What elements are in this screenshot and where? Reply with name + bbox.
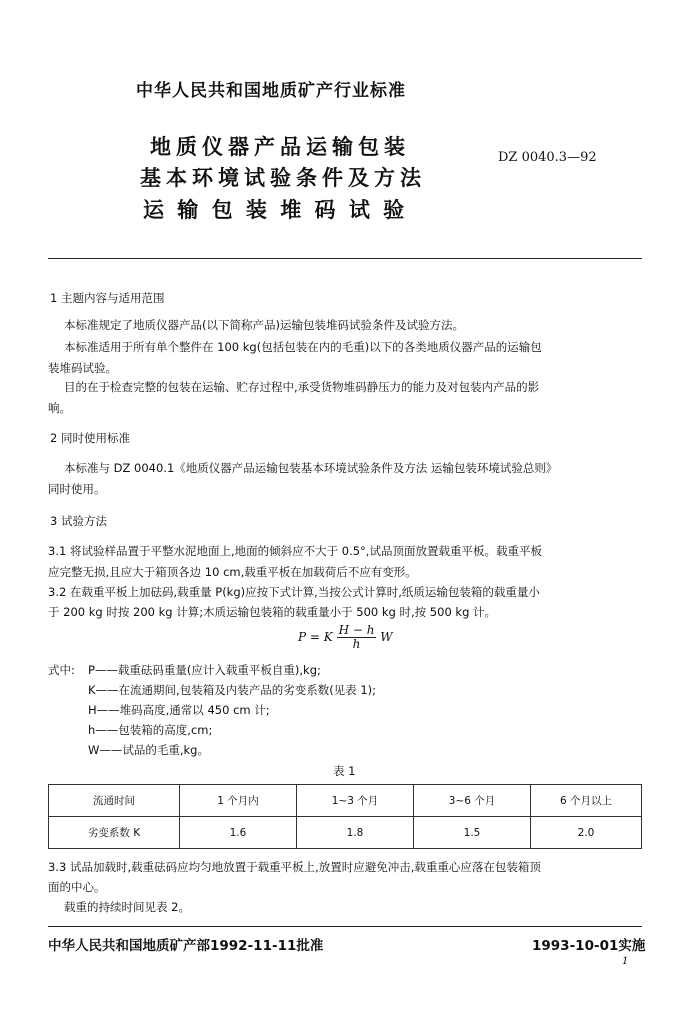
standard-code: DZ 0040.3—92	[498, 150, 597, 165]
formula	[298, 624, 393, 651]
formula-tail: W	[380, 630, 393, 644]
title-line-1: 地质仪器产品运输包装	[150, 135, 410, 159]
s3-1-line-b: 应完整无损,且应大于箱顶各边 10 cm,载重平板在加载荷后不应有变形。	[48, 565, 417, 579]
table-cell: 1~3 个月	[297, 785, 414, 817]
section-3-heading: 3 试验方法	[50, 514, 107, 528]
s1-paragraph-2a: 本标准适用于所有单个整件在 100 kg(包括包装在内的毛重)以下的各类地质仪器产品的运输包	[64, 340, 542, 354]
legend-line-4: h——包装箱的高度,cm;	[88, 723, 213, 737]
page-number: 1	[622, 956, 629, 967]
table-1-caption: 表 1	[333, 764, 356, 778]
formula-lhs: P = K	[298, 630, 333, 644]
s2-paragraph-1a: 本标准与 DZ 0040.1《地质仪器产品运输包装基本环境试验条件及方法 运输包装环境试验总则》	[64, 461, 558, 475]
standard-category: 中华人民共和国地质矿产行业标准	[136, 81, 406, 101]
approval-line: 中华人民共和国地质矿产部1992-11-11批准	[48, 938, 324, 954]
table-cell: 2.0	[531, 817, 642, 849]
table-row	[49, 785, 642, 817]
legend-line-1: P——载重砝码重量(应计入载重平板自重),kg;	[88, 663, 321, 677]
table-cell: 劣变系数 K	[49, 817, 180, 849]
s2-paragraph-1b: 同时使用。	[48, 482, 106, 496]
legend-intro: 式中:	[48, 663, 75, 677]
legend-line-2: K——在流通期间,包装箱及内装产品的劣变系数(见表 1);	[88, 683, 377, 697]
header-rule	[48, 258, 642, 259]
footer-rule	[48, 926, 642, 927]
legend-line-3: H——堆码高度,通常以 450 cm 计;	[88, 703, 270, 717]
s3-2-line-b: 于 200 kg 时按 200 kg 计算;木质运输包装箱的载重量小于 500 kg 时,按 500 kg 计。	[48, 605, 497, 619]
table-cell: 流通时间	[49, 785, 180, 817]
s3-1-line-a: 3.1 将试验样品置于平整水泥地面上,地面的倾斜应不大于 0.5°,试品顶面放置载重平板。载重平板	[48, 544, 542, 558]
table-row	[49, 817, 642, 849]
section-2-heading: 2 同时使用标准	[50, 431, 130, 445]
s3-3-line-a: 3.3 试品加载时,载重砝码应均匀地放置于载重平板上,放置时应避免冲击,载重重心应落在包装箱顶	[48, 860, 541, 874]
effective-date: 1993-10-01实施	[532, 938, 646, 954]
s3-2-line-a: 3.2 在载重平板上加砝码,载重量 P(kg)应按下式计算,当按公式计算时,纸质运输包装箱的载重量小	[48, 585, 540, 599]
s3-3-line-c: 载重的持续时间见表 2。	[64, 900, 190, 914]
title-line-2: 基本环境试验条件及方法	[140, 166, 426, 190]
s1-paragraph-3a: 目的在于检查完整的包装在运输、贮存过程中,承受货物堆码静压力的能力及对包装内产品的影	[64, 380, 540, 394]
s3-3-line-b: 面的中心。	[48, 880, 106, 894]
table-cell: 1.6	[180, 817, 297, 849]
title-line-3: 运 输 包 装 堆 码 试 验	[143, 198, 408, 222]
table-cell: 1.8	[297, 817, 414, 849]
table-1	[48, 784, 642, 849]
section-1-heading: 1 主题内容与适用范围	[50, 291, 165, 305]
s1-paragraph-1: 本标准规定了地质仪器产品(以下简称产品)运输包装堆码试验条件及试验方法。	[64, 318, 464, 332]
s1-paragraph-3b: 响。	[48, 401, 71, 415]
formula-numerator: H − h	[338, 623, 375, 637]
formula-denominator: h	[352, 637, 361, 651]
table-cell: 6 个月以上	[531, 785, 642, 817]
formula-fraction	[337, 624, 377, 651]
s1-paragraph-2b: 装堆码试验。	[48, 361, 117, 375]
legend-line-5: W——试品的毛重,kg。	[88, 743, 209, 757]
table-cell: 1 个月内	[180, 785, 297, 817]
table-cell: 1.5	[414, 817, 531, 849]
table-cell: 3~6 个月	[414, 785, 531, 817]
